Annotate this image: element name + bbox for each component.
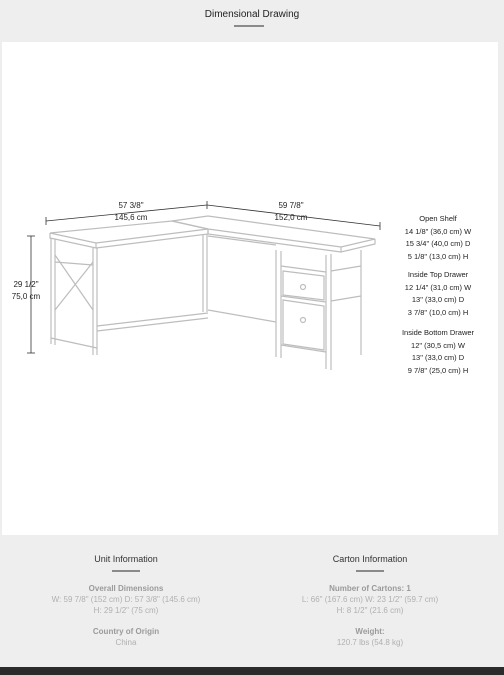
section-title: Dimensional Drawing (204, 9, 300, 20)
spec-width: 12 1/4" (31,0 cm) W (404, 282, 472, 292)
overall-dimensions-line1: W: 59 7/8" (152 cm) D: 57 3/8" (145.6 cm) (51, 595, 201, 604)
width-cm-label: 152,0 cm (274, 213, 308, 222)
carton-info-title: Carton Information (332, 554, 408, 564)
width-inches-label: 59 7/8" (278, 201, 304, 210)
height-cm-label: 75,0 cm (11, 292, 41, 301)
weight-value: 120.7 lbs (54.8 kg) (336, 638, 404, 647)
country-of-origin-value: China (115, 638, 137, 647)
spec-depth: 13" (33,0 cm) D (411, 353, 465, 362)
modesty-panel (208, 236, 276, 322)
overall-dimensions-line2: H: 29 1/2" (75 cm) (93, 606, 159, 615)
overall-dimensions-label: Overall Dimensions (88, 584, 164, 593)
country-of-origin-label: Country of Origin (92, 627, 160, 636)
spec-title: Inside Top Drawer (407, 270, 469, 279)
open-shelf-spec (388, 213, 488, 263)
spec-title: Open Shelf (419, 214, 457, 223)
carton-info-underline (356, 570, 384, 572)
spec-title: Inside Bottom Drawer (401, 328, 475, 337)
unit-info-underline (112, 570, 140, 572)
left-leg-frame (51, 238, 208, 355)
height-inches-label: 29 1/2" (13, 280, 39, 289)
spec-depth: 13" (33,0 cm) D (411, 295, 465, 304)
corner-leg (203, 234, 207, 312)
pedestal (276, 250, 361, 370)
unit-information (0, 552, 252, 648)
spec-height: 5 1/8" (13,0 cm) H (407, 251, 469, 261)
unit-info-title: Unit Information (94, 554, 158, 564)
spec-height: 9 7/8" (25,0 cm) H (407, 365, 469, 375)
carton-information (244, 552, 496, 648)
carton-dimensions-line1: L: 66" (167.6 cm) W: 23 1/2" (59.7 cm) (301, 595, 439, 604)
number-of-cartons-label: Number of Cartons: 1 (329, 584, 411, 593)
depth-cm-label: 145,6 cm (114, 213, 148, 222)
spec-width: 12" (30,5 cm) W (411, 340, 465, 350)
left-return-top (50, 221, 208, 248)
weight-label: Weight: (355, 627, 385, 636)
top-drawer-spec (388, 269, 488, 319)
spec-depth: 15 3/4" (40,0 cm) D (405, 239, 471, 248)
spec-width: 14 1/8" (36,0 cm) W (404, 226, 472, 236)
spec-height: 3 7/8" (10,0 cm) H (407, 307, 469, 317)
depth-inches-label: 57 3/8" (118, 201, 144, 210)
footer-bar (0, 667, 504, 675)
bottom-drawer-spec (388, 327, 488, 377)
carton-dimensions-line2: H: 8 1/2" (21.6 cm) (336, 606, 404, 615)
